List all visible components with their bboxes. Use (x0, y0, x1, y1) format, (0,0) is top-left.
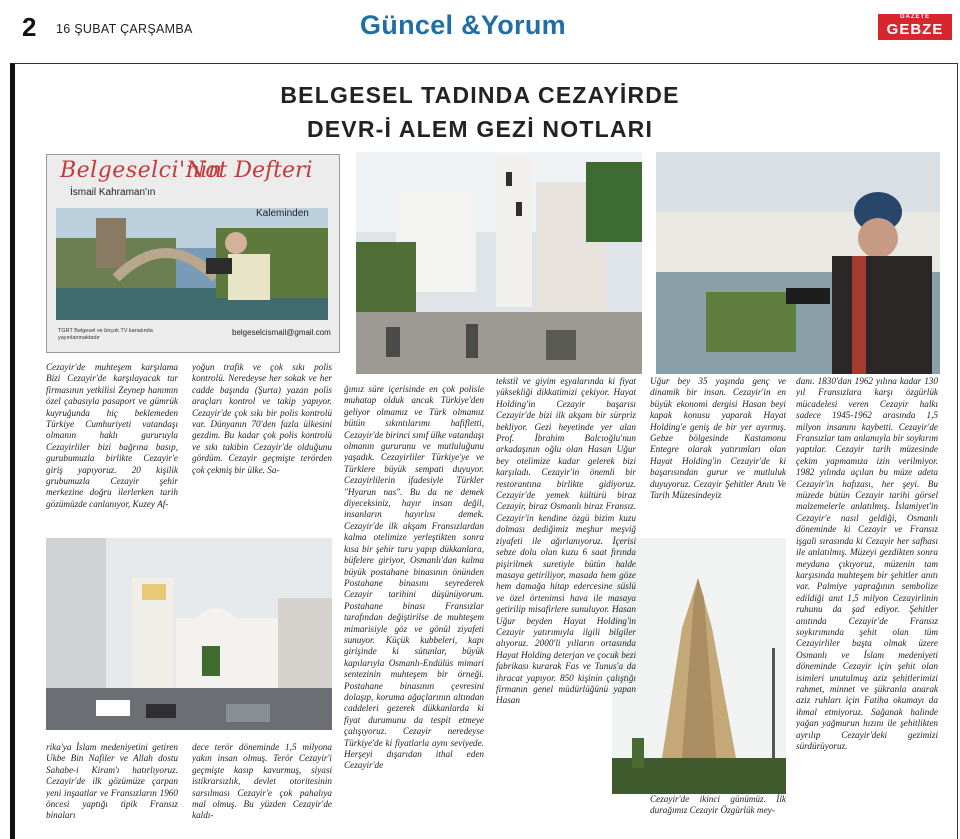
headline-line-1: BELGESEL TADINDA CEZAYİRDE (280, 82, 680, 108)
casbah-photo (356, 152, 642, 374)
headline-line-2: DEVR-İ ALEM GEZİ NOTLARI (306, 116, 654, 142)
column-1-top-text: Cezayir'de muhteşem karşılama Bizi Cezayir'de karşılayacak tur firmasının yetkilisi Zeynep hanımın özel çabasıyla pasaport ve gümrük kuyruğunda hiç beklemeden Türkiye Cumhuriyeti vatandaşı olmanın haklı gururuyla Cezayirliler bizi bağrına basıp, gurubumuzla birlikte Cezayir'e giriş yapıyoruz. 20 kişilik grubumuzla Cezayir şehir merkezine doğru ilerlerken tarih gözümüzde canlanıyor, Kuzey Af- (46, 362, 178, 509)
page-date: 16 ŞUBAT ÇARŞAMBA (56, 22, 193, 36)
article-column-4 (496, 376, 636, 826)
article-column-5-bottom (650, 794, 786, 826)
card-photo (56, 208, 328, 320)
card-author: İsmail Kahraman'ın (70, 187, 156, 198)
article-column-5-top (650, 376, 786, 524)
article-column-1-top (46, 362, 178, 522)
column-2-top-text: yoğun trafik ve çok sıkı polis kontrolü. Neredeyse her sokak ve her cadde başında (Şurta) yazan polis araçları kontrol ve takip yapıyor. Cezayir'de çok sıkı bir polis kontrolü var. Dünyanın 70'den fazla ülkesini gezdim. Bu kadar çok polis kontrolü ve sıkı takibin Cezayir'de olduğunu gördüm. Cezayir geçmişte terörden çok çekmiş bir ülke. Sa- (192, 362, 332, 475)
card-title-a: Belgeselci'nin (60, 158, 223, 183)
column-1-bottom-text: rika'ya İslam medeniyetini getiren Ukbe Bin Nafiler ve Allah dostu Sahabe-i Kiram'ı hatırlıyoruz. Cezayir'de ilk gözümüze çarpan yeni inşaatlar ve Fransızların 1960 öncesi yaptığı tipik Fransız binaları (46, 742, 178, 821)
column-2-bottom-text: dece terör döneminde 1,5 milyona yakın insan olmuş. Terör Cezayir'i geçmişte kasıp kavurmuş, siyasi istikrarsızlık, devlet otoritesinin sarsılması Cezayir'e çok pahalıya mal olmuş. Bu yüzden Cezayir'de kaldı- (192, 742, 332, 821)
photographer-photo (656, 152, 940, 374)
column-4-text: tekstil ve giyim eşyalarında ki fiyat yüksekliği dikkatimizi çekiyor. Hayat Holding'in Cezayir başarısı Cezayir'de bizi ilk akşam bir sürpriz bekliyor. Gezi heyetinde yer alan Prof. İbrahim Balcıoğlu'nun arkadaşının oğlu olan Hasan Uğur bey otelimize kadar gelerek bizi karşıladı. Cezayir'in önemli bir restorantına birlikte gidiyoruz. Cezayir'de yemek kültürü biraz Cezayir, biraz Osmanlı biraz Fransız. Cezayir'in kendine özgü bizim kuzu dolması dediğimiz meşhur meşviğ ziyafeti ile ağırlanıyoruz. İçerisi sebze dolu olan kuzu 6 saat fırında pişirilmek suretiyle bütün halde masaya getiriliyor, masada hem göze hem damağa hitap edercesine süslü ve özel örtenimsi hava ile masaya getirilip misafirlere sunuluyor. Hasan Uğur beyden Hayat Holding'in Cezayir yatırımıyla ilgili bilgiler alıyoruz. 2000'li yılların ortasında Hayat Holding deterjan ve çocuk bezi fabrikası kurarak Fas ve Tunus'a da ihracat yapıyor. 850 kişinin çalıştığı firmanın genel müdürlüğünü yapan Hasan (496, 376, 636, 706)
page-header (0, 0, 960, 56)
article-column-2-bottom (192, 742, 332, 826)
logo-top-text: GAZETE (899, 14, 931, 20)
newspaper-logo (878, 14, 952, 40)
article-column-3 (344, 384, 484, 826)
card-title-b: Not Defteri (186, 158, 313, 183)
article-column-2-top (192, 362, 332, 522)
logo-main-text: GEBZE (886, 21, 944, 38)
card-subtitle: Kaleminden (256, 208, 309, 219)
column-5-bottom-text: Cezayir'de ikinci günümüz. İlk durağımız Cezayir Özgürlük mey- (650, 794, 786, 816)
column-5-top-text: Uğur bey 35 yaşında genç ve dinamik bir insan. Cezayir'in en büyük ekonomi dergisi Hasan beyi kapak konusu yaparak Hayat Holding'e geniş de bir yer ayırmış. Gebze bölgesinde Kastamonu Entegre olarak yatırımları olan Hayat Holding'in Cezayir'de ki başarısından gurur ve mutluluk duyuyoruz. Cezayir Şehitler Anıtı Ve Tarih Müzesindeyiz (650, 376, 786, 501)
article-column-6 (796, 376, 938, 826)
post-office-photo (46, 538, 332, 730)
section-title: Güncel &Yorum (360, 10, 566, 40)
headline (160, 78, 800, 146)
card-footnote: TGRT Belgesel ve birçok TV kanalında yayınlanmaktadır (58, 328, 153, 341)
column-3-text: ğımız süre içerisinde en çok polisle muhatap olduk ancak Türkiye'den geliyor olmamız ve Türk olmamız bütün sıkıntılarımı hafifletti, Cezayir'de birinci sınıf ülke vatandaşı olmanın gururunu ve mutluluğunu yaşadık. Cezayirliler Türkiye'ye ve Türklere büyük sempati duyuyor. Cezayirlilerin ifadesiyle Türkler "Hyarun nas". Bu da ne demek diyeceksiniz, hayır insan değil, insanların hayırlısı demek. Cezayir'de ilk akşam Fransızlardan kalma otelimize yerleştikten sonra kısa bir şehir turu yapıp dükkanlara, büfelere giriyor, Osmanlı'dan kalma büyük postahane binasının önünden Postahane binasını seyrederek Cezayir tarihini düşünüyorum. Postahane binası Fransızlar tarafından değiştirilse de muhteşem mimarisiyle göz ve gönül ziyafeti sunuyor. Küçük kubbeleri, kapı girişinde ki sütunlar, büyük kapılarıyla Osmanlı-Endülüs mimari sentezinin muhteşem bir örneği. Postahane binasının çevresini dolaşıp, koruma ağaçlarının altından caddeleri gezerek dükkanlarda ki fiyat durumunu da tespit etmeye çalışıyoruz. Cezayir neredeyse Türkiye'de ki fiyatlarla aynı seviyede. Herşeyi dışarıdan ithal eden Cezayir'de (344, 384, 484, 771)
article-column-1-bottom (46, 742, 178, 826)
card-email: belgeselcismail@gmail.com (232, 328, 331, 337)
page-number: 2 (22, 12, 37, 42)
column-6-text: danı. 1830'dan 1962 yılına kadar 130 yıl Fransızlara karşı özgürlük mücadelesi veren Cezayir halkı sadece 1945-1962 arasında 1,5 milyon insanını kaybetti. Cezayir'de Fransızlar tam anlamıyla bir soykırım yaptılar. Cezayir tarih müzesinde çekim yapmamıza izin verilmiyor. 1982 yılında açılan bu müze adeta Cezayir'in hafızası, her şeyi. Bu müzede bütün Cezayir tarihi görsel malzemelerle anlatılmış. İslamiyet'in Cezayir'e nasıl geldiği, Osmanlı döneminde ki Cezayir ve Fransız işgali sırasında ki Cezayir her safhası ile anlatılmış. Müzeyi gezdikten sonra meydana çıkıyoruz, müzenin tam karşısında muhteşem bir şehitler anıtı var. Palmiye yaprağının sembolize edildiği anıt 1,5 milyon Cezayirlinin ruhunu da şad ediyor. Şehitler anıtında Cezayir'de Fransız soykırımında şehit olan tüm Cezayirliler başta olmak üzere Osmanlı ve İslam medeniyeti döneminde Cezayir için şehit olan isimleri unutulmuş aziz şehitlerimizi rahmet, minnet ve şükranla anarak aziz ruhları için Fatiha okumayı da ihmal etmiyoruz. Sağanak halinde yağan yağmurun hızını ile şehitlikten ayrılıp Cezayir'deki gezimizi sürdürüyoruz. (796, 376, 938, 751)
martyrs-monument-photo (612, 538, 786, 794)
